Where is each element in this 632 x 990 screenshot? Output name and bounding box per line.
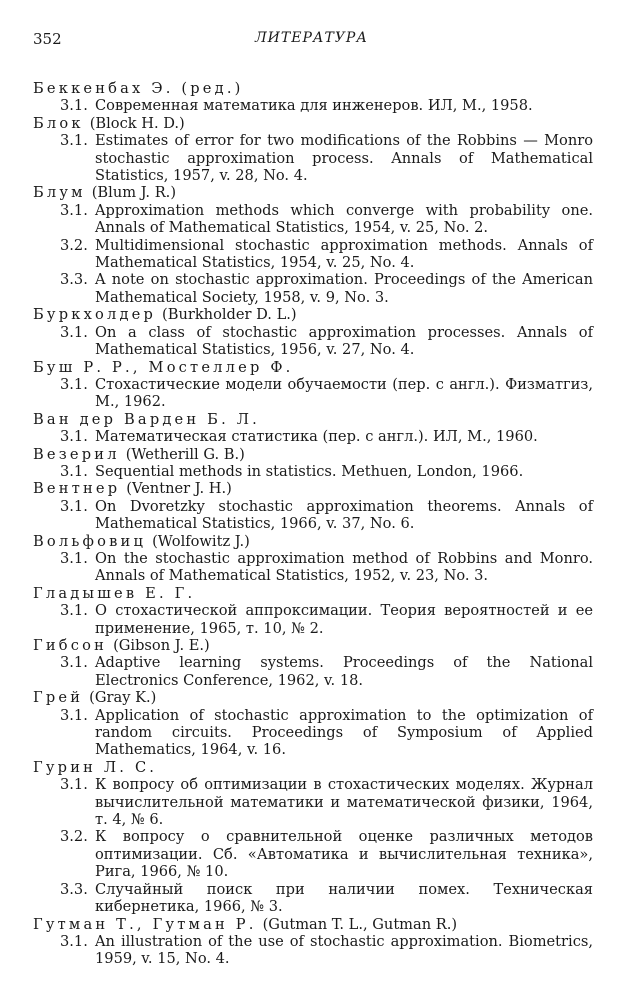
bibliography-entry	[33, 637, 593, 689]
entry-author	[33, 689, 593, 706]
entry-author	[33, 306, 593, 323]
author-latin-name: (Gutman T. L., Gutman R.)	[262, 915, 458, 933]
work-text: К вопросу об оптимизации в стохастических моделях. Журнал вычислительной математики и математической физики, 1964, т. 4, № 6.	[95, 776, 593, 829]
work-text: On Dvoretzky stochastic approximation theorems. Annals of Mathematical Statistics, 1966, v. 37, No. 6.	[95, 497, 593, 533]
work-item	[33, 202, 593, 237]
work-text: Multidimensional stochastic approximation methods. Annals of Mathematical Statistics, 1954, v. 25, No. 4.	[95, 236, 593, 272]
entry-author	[33, 446, 593, 463]
bibliography-entry	[33, 411, 593, 446]
work-number: 3.1.	[60, 428, 88, 446]
entry-author	[33, 184, 593, 201]
author-name: Гибсон	[33, 637, 108, 654]
work-item	[33, 237, 593, 272]
bibliography-entry	[33, 585, 593, 637]
work-text: Sequential methods in statistics. Methuen, London, 1966.	[95, 462, 524, 480]
author-name: Вольфовиц	[33, 532, 147, 550]
work-number: 3.3.	[60, 271, 88, 289]
bibliography-entry	[33, 80, 593, 115]
author-name: Ван дер Варден Б. Л.	[33, 410, 260, 428]
work-number: 3.1.	[60, 549, 88, 567]
work-text: К вопросу о сравнительной оценке различных методов оптимизации. Сб. «Автоматика и вычислительная техника», Рига, 1966, № 10.	[95, 828, 593, 881]
entry-author	[33, 80, 593, 97]
work-number: 3.2.	[60, 828, 88, 846]
work-item	[33, 376, 593, 411]
author-name: Гладышев Е. Г.	[33, 584, 196, 602]
author-latin-name: (Gray K.)	[89, 689, 157, 707]
work-number: 3.1.	[60, 97, 88, 115]
work-text: Случайный поиск при наличии помех. Техническая кибернетика, 1966, № 3.	[95, 880, 593, 916]
running-title: ЛИТЕРАТУРА	[255, 30, 368, 46]
author-name: Гутман Т., Гутман Р.	[33, 915, 257, 933]
bibliography-entry	[33, 306, 593, 358]
work-text: Approximation methods which converge with probability one. Annals of Mathematical Statistics, 1954, v. 25, No. 2.	[95, 201, 593, 237]
work-number: 3.1.	[60, 323, 88, 341]
author-name: Беккенбах Э. (ред.)	[33, 80, 244, 97]
entry-author	[33, 916, 593, 933]
work-item	[33, 933, 593, 968]
work-text: Estimates of error for two modifications of the Robbins — Monro stochastic approximation process. Annals of Mathematical Statistics, 1957, v. 28, No. 4.	[95, 132, 593, 185]
bibliography-entry	[33, 480, 593, 532]
bibliography-entry	[33, 533, 593, 585]
bibliography-entry	[33, 115, 593, 185]
work-number: 3.1.	[60, 201, 88, 219]
entry-author	[33, 759, 593, 776]
work-text: Стохастические модели обучаемости (пер. с англ.). Физматгиз, М., 1962.	[95, 375, 593, 411]
author-latin-name: (Block H. D.)	[89, 114, 185, 132]
work-item	[33, 463, 593, 480]
work-number: 3.1.	[60, 776, 88, 794]
book-page	[33, 30, 593, 968]
work-item	[33, 881, 593, 916]
work-item	[33, 498, 593, 533]
bibliography-entry	[33, 916, 593, 968]
work-number: 3.1.	[60, 375, 88, 393]
author-name: Гурин Л. С.	[33, 758, 158, 776]
author-name: Буркхолдер	[33, 306, 157, 324]
author-latin-name: (Wolfowitz J.)	[152, 532, 250, 550]
author-latin-name: (Blum J. R.)	[91, 184, 177, 202]
work-item	[33, 707, 593, 759]
work-item	[33, 324, 593, 359]
work-number: 3.1.	[60, 132, 88, 150]
work-number: 3.1.	[60, 706, 88, 724]
entry-author	[33, 637, 593, 654]
work-number: 3.2.	[60, 236, 88, 254]
author-latin-name: (Burkholder D. L.)	[162, 306, 297, 324]
bibliography-entry	[33, 689, 593, 759]
work-item	[33, 776, 593, 828]
work-text: On a class of stochastic approximation processes. Annals of Mathematical Statistics, 1956, v. 27, No. 4.	[95, 323, 593, 359]
work-item	[33, 602, 593, 637]
author-name: Буш Р. Р., Мостеллер Ф.	[33, 358, 294, 376]
work-number: 3.1.	[60, 932, 88, 950]
work-item	[33, 271, 593, 306]
work-text: Математическая статистика (пер. с англ.). ИЛ, М., 1960.	[95, 428, 538, 446]
author-name: Везерил	[33, 445, 120, 463]
author-name: Блум	[33, 184, 86, 202]
bibliography-list	[33, 80, 593, 968]
bibliography-entry	[33, 359, 593, 411]
entry-author	[33, 585, 593, 602]
work-text: Современная математика для инженеров. ИЛ, М., 1958.	[95, 97, 533, 115]
bibliography-entry	[33, 759, 593, 916]
author-name: Вентнер	[33, 480, 121, 498]
work-text: An illustration of the use of stochastic approximation. Biometrics, 1959, v. 15, No. 4.	[95, 932, 593, 968]
work-text: Application of stochastic approximation to the optimization of random circuits. Proceedings of Symposium of Applied Mathematics, 1964, v. 16.	[95, 706, 593, 759]
work-text: A note on stochastic approximation. Proceedings of the American Mathematical Society, 1958, v. 9, No. 3.	[95, 271, 593, 306]
work-item	[33, 97, 593, 114]
work-text: О стохастической аппроксимации. Теория вероятностей и ее применение, 1965, т. 10, № 2.	[95, 602, 593, 637]
work-item	[33, 828, 593, 880]
entry-author	[33, 411, 593, 428]
entry-author	[33, 115, 593, 132]
work-number: 3.1.	[60, 497, 88, 515]
bibliography-entry	[33, 446, 593, 481]
entry-author	[33, 359, 593, 376]
author-name: Грей	[33, 689, 84, 707]
work-number: 3.1.	[60, 654, 88, 672]
work-number: 3.1.	[60, 602, 88, 620]
work-item	[33, 428, 593, 445]
work-number: 3.3.	[60, 880, 88, 898]
author-latin-name: (Ventner J. H.)	[126, 480, 232, 498]
bibliography-entry	[33, 184, 593, 306]
author-latin-name: (Gibson J. E.)	[113, 637, 210, 654]
author-name: Блок	[33, 114, 84, 132]
work-item	[33, 654, 593, 689]
author-latin-name: (Wetherill G. B.)	[125, 445, 245, 463]
work-text: Adaptive learning systems. Proceedings of the National Electronics Conference, 1962, v. 18.	[95, 654, 593, 689]
work-text: On the stochastic approximation method of Robbins and Monro. Annals of Mathematical Statistics, 1952, v. 23, No. 3.	[95, 549, 593, 585]
work-item	[33, 550, 593, 585]
page-header	[33, 30, 593, 50]
page-number: 352	[33, 30, 62, 48]
work-item	[33, 132, 593, 184]
entry-author	[33, 533, 593, 550]
work-number: 3.1.	[60, 462, 88, 480]
entry-author	[33, 480, 593, 497]
